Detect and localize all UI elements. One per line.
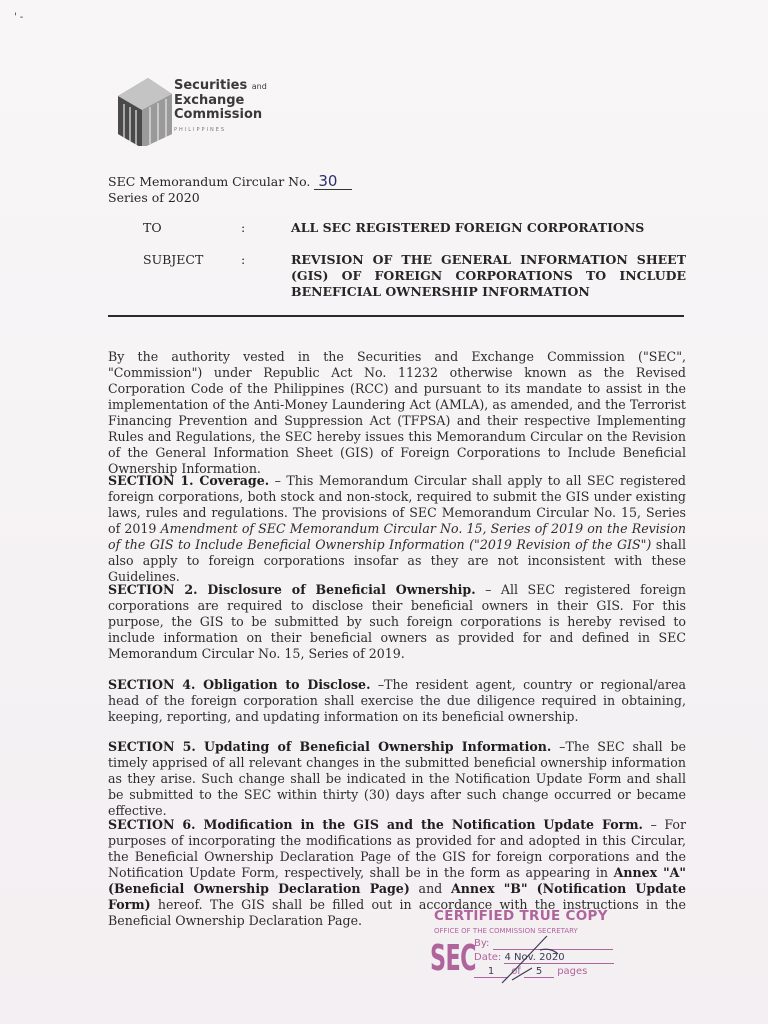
- scan-specks: ' -: [14, 12, 24, 23]
- subject-colon: :: [241, 252, 246, 267]
- header-divider: [108, 315, 684, 317]
- annex-a-ref: Annex "A" (Beneficial Ownership Declaration Page): [108, 865, 686, 896]
- section-5-heading: SECTION 5. Updating of Beneficial Ownership Information.: [108, 739, 552, 754]
- to-colon: :: [241, 220, 246, 235]
- section-6: SECTION 6. Modification in the GIS and the Notification Update Form. – For purposes of incorporating the modifications as provided for and adopted in this Circular, the Beneficial Ownership Declaration Page of the GIS for foreign corporations and the Notification Update Form, respectively, shall be in the form as appearing in Annex "A" (Beneficial Ownership Declaration Page) and Annex "B" (Notification Update Form) hereof. The GIS shall be filled out in accordance with the instructions in the Beneficial Ownership Declaration Page.: [108, 817, 686, 928]
- signature-scribble: [492, 928, 582, 988]
- intro-paragraph: By the authority vested in the Securities and Exchange Commission ("SEC", "Commission") under Republic Act No. 11232 otherwise known as the Revised Corporation Code of the Philippines (RCC) and pursuant to its mandate to assist in the implementation of the Anti-Money Laundering Act (AMLA), as amended, and the Terrorist Financing Prevention and Suppression Act (TFPSA) and their respective Implementing Rules and Regulations, the SEC hereby issues this Memorandum Circular on the Revision of the General Information Sheet (GIS) of Foreign Corporations to Include Beneficial Ownership Information.: [108, 349, 686, 476]
- section-1: SECTION 1. Coverage. – This Memorandum Circular shall apply to all SEC registered foreign corporations, both stock and non-stock, required to submit the GIS under existing laws, rules and regulations. The provisions of SEC Memorandum Circular No. 15, Series of 2019 Amendment of SEC Memorandum Circular No. 15, Series of 2019 on the Revision of the GIS to Include Beneficial Ownership Information ("2019 Revision of the GIS") shall also apply to foreign corporations insofar as they are not inconsistent with these Guidelines.: [108, 473, 686, 584]
- stamp-by-line: By:: [474, 938, 613, 950]
- stamp-pages-line: 1 of 5 pages: [474, 966, 587, 978]
- stamp-office: OFFICE OF THE COMMISSION SECRETARY: [434, 927, 578, 935]
- stamp-date-line: Date: 4 Nov. 2020: [474, 952, 614, 964]
- stamp-date-value: 4 Nov. 2020: [504, 952, 565, 963]
- section-2-heading: SECTION 2. Disclosure of Beneficial Ownership.: [108, 582, 476, 597]
- circular-number: 30: [314, 173, 352, 190]
- series-label: Series of 2020: [108, 190, 200, 205]
- section-5: SECTION 5. Updating of Beneficial Ownership Information. –The SEC shall be timely apprised of all relevant changes in the submitted beneficial ownership information as they arise. Such change shall be indicated in the Notification Update Form and shall be submitted to the SEC within thirty (30) days after such change occurred or became effective.: [108, 739, 686, 818]
- annex-b-ref: Annex "B" (Notification Update Form): [108, 881, 686, 912]
- section-2: SECTION 2. Disclosure of Beneficial Ownership. – All SEC registered foreign corporations are required to disclose their beneficial owners in their GIS. For this purpose, the GIS to be submitted by such foreign corporations is hereby revised to include information on their beneficial owners as provided for and defined in SEC Memorandum Circular No. 15, Series of 2019.: [108, 582, 686, 661]
- section-4-heading: SECTION 4. Obligation to Disclose.: [108, 677, 371, 692]
- section-6-heading: SECTION 6. Modification in the GIS and the Notification Update Form.: [108, 817, 643, 832]
- to-label: TO: [143, 220, 162, 235]
- circular-label: SEC Memorandum Circular No.: [108, 174, 311, 189]
- certified-true-copy-stamp: [432, 908, 632, 988]
- section-4: SECTION 4. Obligation to Disclose. –The resident agent, country or regional/area head of the foreign corporation shall exercise the due diligence required in obtaining, keeping, reporting, and updating information on its beneficial ownership.: [108, 677, 687, 724]
- logo-wordmark: Securities and Exchange Commission PHILIPPINES: [174, 78, 267, 133]
- subject-value: REVISION OF THE GENERAL INFORMATION SHEET (GIS) OF FOREIGN CORPORATIONS TO INCLUDE BENEFICIAL OWNERSHIP INFORMATION: [291, 252, 686, 299]
- stamp-title: CERTIFIED TRUE COPY: [434, 908, 608, 924]
- subject-label: SUBJECT: [143, 252, 204, 267]
- section-1-title-italic: Amendment of SEC Memorandum Circular No. 15, Series of 2019 on the Revision of the GIS to Include Beneficial Ownership Information ("2019 Revision of the GIS"): [108, 521, 686, 552]
- to-value: ALL SEC REGISTERED FOREIGN CORPORATIONS: [291, 220, 645, 235]
- section-1-heading: SECTION 1. Coverage.: [108, 473, 270, 488]
- circular-heading: [108, 173, 352, 206]
- stamp-sec-mark: SEC: [430, 938, 476, 979]
